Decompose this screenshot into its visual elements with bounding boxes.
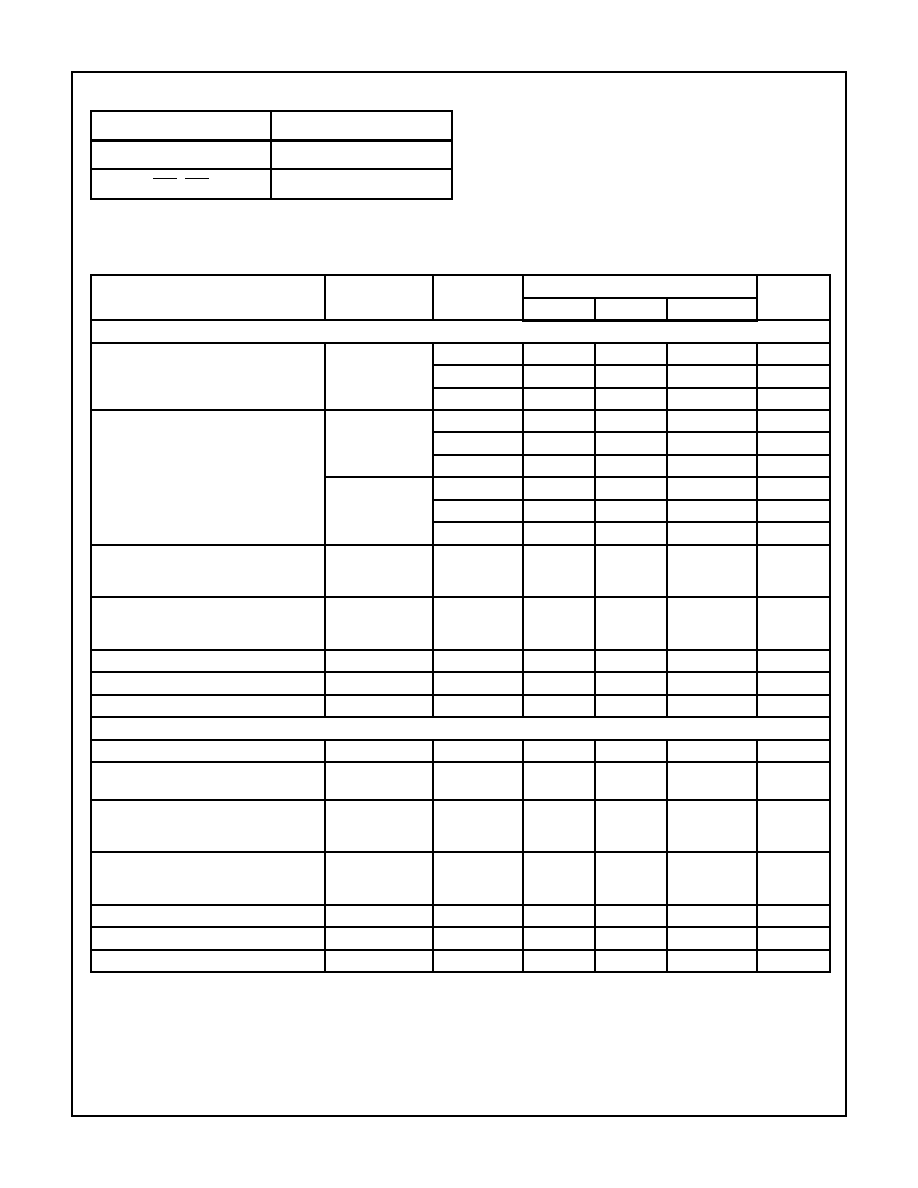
table-cell bbox=[667, 950, 757, 972]
table-cell bbox=[757, 927, 830, 950]
table-cell bbox=[523, 522, 595, 545]
table-cell bbox=[433, 695, 523, 717]
table-cell bbox=[667, 650, 757, 672]
table-cell bbox=[91, 597, 325, 650]
table-cell bbox=[757, 545, 830, 597]
section-header-row bbox=[91, 320, 830, 343]
table-cell bbox=[91, 905, 325, 927]
table-cell bbox=[595, 800, 667, 852]
table-cell bbox=[523, 672, 595, 695]
table-cell bbox=[667, 477, 757, 500]
table-cell bbox=[757, 672, 830, 695]
table-cell bbox=[325, 927, 433, 950]
table-cell bbox=[325, 950, 433, 972]
table-cell bbox=[433, 852, 523, 905]
table-cell bbox=[523, 365, 595, 388]
table-cell bbox=[325, 852, 433, 905]
pin-name-header bbox=[91, 111, 271, 140]
table-cell bbox=[433, 388, 523, 410]
table-cell bbox=[595, 432, 667, 455]
table-cell bbox=[757, 950, 830, 972]
table-cell bbox=[595, 650, 667, 672]
table-cell bbox=[433, 500, 523, 522]
table-cell bbox=[667, 388, 757, 410]
table-cell bbox=[757, 740, 830, 762]
table-cell bbox=[433, 950, 523, 972]
table-cell bbox=[325, 410, 433, 477]
table-cell bbox=[523, 343, 595, 365]
min-header bbox=[523, 298, 595, 320]
table-cell bbox=[91, 672, 325, 695]
table-cell bbox=[595, 343, 667, 365]
table-cell bbox=[433, 905, 523, 927]
table-cell bbox=[757, 410, 830, 432]
table-cell bbox=[667, 852, 757, 905]
table-cell bbox=[325, 597, 433, 650]
table-cell bbox=[595, 852, 667, 905]
table-cell bbox=[325, 695, 433, 717]
table-cell bbox=[667, 905, 757, 927]
table-cell bbox=[523, 950, 595, 972]
table-cell bbox=[757, 500, 830, 522]
table-cell bbox=[433, 522, 523, 545]
table-cell bbox=[523, 432, 595, 455]
table-cell bbox=[523, 477, 595, 500]
table-cell bbox=[325, 672, 433, 695]
pin-function-cell bbox=[271, 140, 452, 169]
table-cell bbox=[325, 762, 433, 800]
table-cell bbox=[433, 650, 523, 672]
table-cell bbox=[595, 522, 667, 545]
table-cell bbox=[325, 545, 433, 597]
table-cell bbox=[757, 762, 830, 800]
table-cell bbox=[433, 477, 523, 500]
table-cell bbox=[757, 477, 830, 500]
table-cell bbox=[595, 500, 667, 522]
table-cell bbox=[667, 432, 757, 455]
table-cell bbox=[325, 650, 433, 672]
table-cell bbox=[91, 343, 325, 410]
table-cell bbox=[91, 650, 325, 672]
table-cell bbox=[91, 852, 325, 905]
table-cell bbox=[595, 672, 667, 695]
table-cell bbox=[595, 365, 667, 388]
table-cell bbox=[667, 365, 757, 388]
pin-description-table bbox=[90, 110, 453, 200]
table-cell bbox=[667, 500, 757, 522]
table-cell bbox=[433, 455, 523, 477]
table-cell bbox=[667, 672, 757, 695]
table-cell bbox=[667, 545, 757, 597]
table-cell bbox=[91, 410, 325, 545]
table-cell bbox=[523, 545, 595, 597]
pin-function-cell bbox=[271, 169, 452, 199]
pin-name-cell-overbar bbox=[91, 169, 271, 199]
table-cell bbox=[595, 762, 667, 800]
table-cell bbox=[325, 343, 433, 410]
table-cell bbox=[433, 800, 523, 852]
table-cell bbox=[91, 740, 325, 762]
table-cell bbox=[667, 800, 757, 852]
table-cell bbox=[523, 455, 595, 477]
pin-function-header bbox=[271, 111, 452, 140]
table-cell bbox=[433, 597, 523, 650]
table-cell bbox=[757, 905, 830, 927]
pin-name-cell bbox=[91, 140, 271, 169]
table-cell bbox=[757, 800, 830, 852]
table-cell bbox=[595, 410, 667, 432]
table-cell bbox=[91, 950, 325, 972]
table-cell bbox=[667, 762, 757, 800]
electrical-characteristics-table bbox=[90, 274, 831, 973]
table-cell bbox=[523, 927, 595, 950]
parameter-header bbox=[91, 275, 325, 320]
table-cell bbox=[325, 477, 433, 545]
table-cell bbox=[595, 545, 667, 597]
table-cell bbox=[667, 927, 757, 950]
table-cell bbox=[523, 650, 595, 672]
table-cell bbox=[595, 477, 667, 500]
table-cell bbox=[433, 740, 523, 762]
table-cell bbox=[667, 410, 757, 432]
table-cell bbox=[667, 343, 757, 365]
table-cell bbox=[667, 522, 757, 545]
table-cell bbox=[523, 695, 595, 717]
table-cell bbox=[595, 597, 667, 650]
table-cell bbox=[757, 455, 830, 477]
table-cell bbox=[433, 927, 523, 950]
table-cell bbox=[523, 852, 595, 905]
table-cell bbox=[667, 695, 757, 717]
section-header-row bbox=[91, 717, 830, 740]
table-cell bbox=[91, 545, 325, 597]
max-header bbox=[667, 298, 757, 320]
table-cell bbox=[523, 388, 595, 410]
table-cell bbox=[433, 762, 523, 800]
table-cell bbox=[433, 365, 523, 388]
table-cell bbox=[433, 545, 523, 597]
table-cell bbox=[595, 388, 667, 410]
table-cell bbox=[433, 410, 523, 432]
table-cell bbox=[757, 388, 830, 410]
table-cell bbox=[757, 365, 830, 388]
table-cell bbox=[667, 740, 757, 762]
table-cell bbox=[433, 432, 523, 455]
table-cell bbox=[523, 762, 595, 800]
table-cell bbox=[757, 852, 830, 905]
table-cell bbox=[433, 672, 523, 695]
limits-header bbox=[523, 275, 757, 298]
table-cell bbox=[325, 740, 433, 762]
table-cell bbox=[523, 905, 595, 927]
table-cell bbox=[523, 800, 595, 852]
units-header bbox=[757, 275, 830, 320]
table-cell bbox=[523, 740, 595, 762]
table-cell bbox=[595, 455, 667, 477]
table-cell bbox=[595, 950, 667, 972]
table-cell bbox=[91, 927, 325, 950]
table-cell bbox=[757, 432, 830, 455]
table-cell bbox=[91, 762, 325, 800]
typ-header bbox=[595, 298, 667, 320]
overbar-line bbox=[153, 178, 177, 179]
table-cell bbox=[91, 800, 325, 852]
table-cell bbox=[595, 905, 667, 927]
table-cell bbox=[91, 695, 325, 717]
overbar-line bbox=[185, 178, 209, 179]
table-cell bbox=[595, 927, 667, 950]
table-cell bbox=[667, 455, 757, 477]
symbol-header bbox=[325, 275, 433, 320]
table-cell bbox=[757, 695, 830, 717]
table-cell bbox=[523, 410, 595, 432]
table-cell bbox=[757, 597, 830, 650]
table-cell bbox=[595, 740, 667, 762]
table-cell bbox=[523, 500, 595, 522]
table-cell bbox=[325, 800, 433, 852]
table-cell bbox=[757, 522, 830, 545]
table-cell bbox=[325, 905, 433, 927]
conditions-header bbox=[433, 275, 523, 320]
table-cell bbox=[757, 650, 830, 672]
table-cell bbox=[667, 597, 757, 650]
table-cell bbox=[433, 343, 523, 365]
table-cell bbox=[757, 343, 830, 365]
table-cell bbox=[523, 597, 595, 650]
table-cell bbox=[595, 695, 667, 717]
